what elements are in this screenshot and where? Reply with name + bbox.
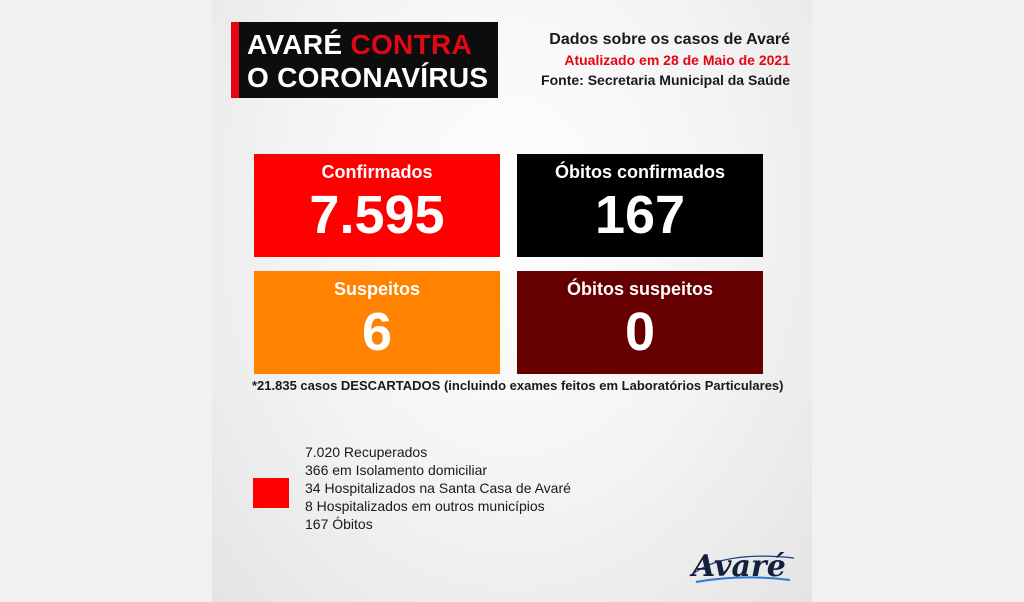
left-margin <box>0 0 212 602</box>
discarded-note: *21.835 casos DESCARTADOS (incluindo exames feitos em Laboratórios Particulares) <box>252 378 784 393</box>
stat-item: 7.020 Recuperados <box>305 444 428 460</box>
card-deaths-value: 167 <box>594 185 686 245</box>
card-confirmed <box>254 154 500 257</box>
card-deaths-label: Óbitos confirmados <box>554 162 725 182</box>
card-suspected-deaths-label: Óbitos suspeitos <box>566 279 714 299</box>
stats-list <box>305 443 571 533</box>
source-text: Fonte: Secretaria Municipal da Saúde <box>541 72 790 88</box>
avare-logo <box>682 540 802 590</box>
updated-date: Atualizado em 28 de Maio de 2021 <box>564 52 790 68</box>
title-part-2: CONTRA <box>350 29 473 60</box>
stat-item: 167 Óbitos <box>305 516 373 532</box>
legend-square <box>253 478 289 508</box>
card-confirmed-label: Confirmados <box>321 162 433 182</box>
stat-item: 366 em Isolamento domiciliar <box>305 462 488 478</box>
logo-text: Avaré <box>692 549 786 584</box>
card-suspected-label: Suspeitos <box>333 279 421 299</box>
stat-item: 8 Hospitalizados em outros municípios <box>305 498 545 514</box>
card-suspected-deaths-value: 0 <box>624 302 656 362</box>
poster-title <box>231 22 498 98</box>
title-line-2: O CORONAVÍRUS <box>247 62 489 93</box>
card-deaths <box>517 154 763 257</box>
covid-poster <box>212 0 812 602</box>
subtitle: Dados sobre os casos de Avaré <box>549 31 790 48</box>
stat-item: 34 Hospitalizados na Santa Casa de Avaré <box>305 480 571 496</box>
info-block <box>541 30 790 90</box>
card-suspected-deaths <box>517 271 763 374</box>
right-margin <box>812 0 1024 602</box>
card-suspected <box>254 271 500 374</box>
title-line-1 <box>247 28 488 61</box>
card-suspected-value: 6 <box>361 302 393 362</box>
title-part-1: AVARÉ <box>247 29 343 60</box>
card-confirmed-value: 7.595 <box>309 185 445 245</box>
